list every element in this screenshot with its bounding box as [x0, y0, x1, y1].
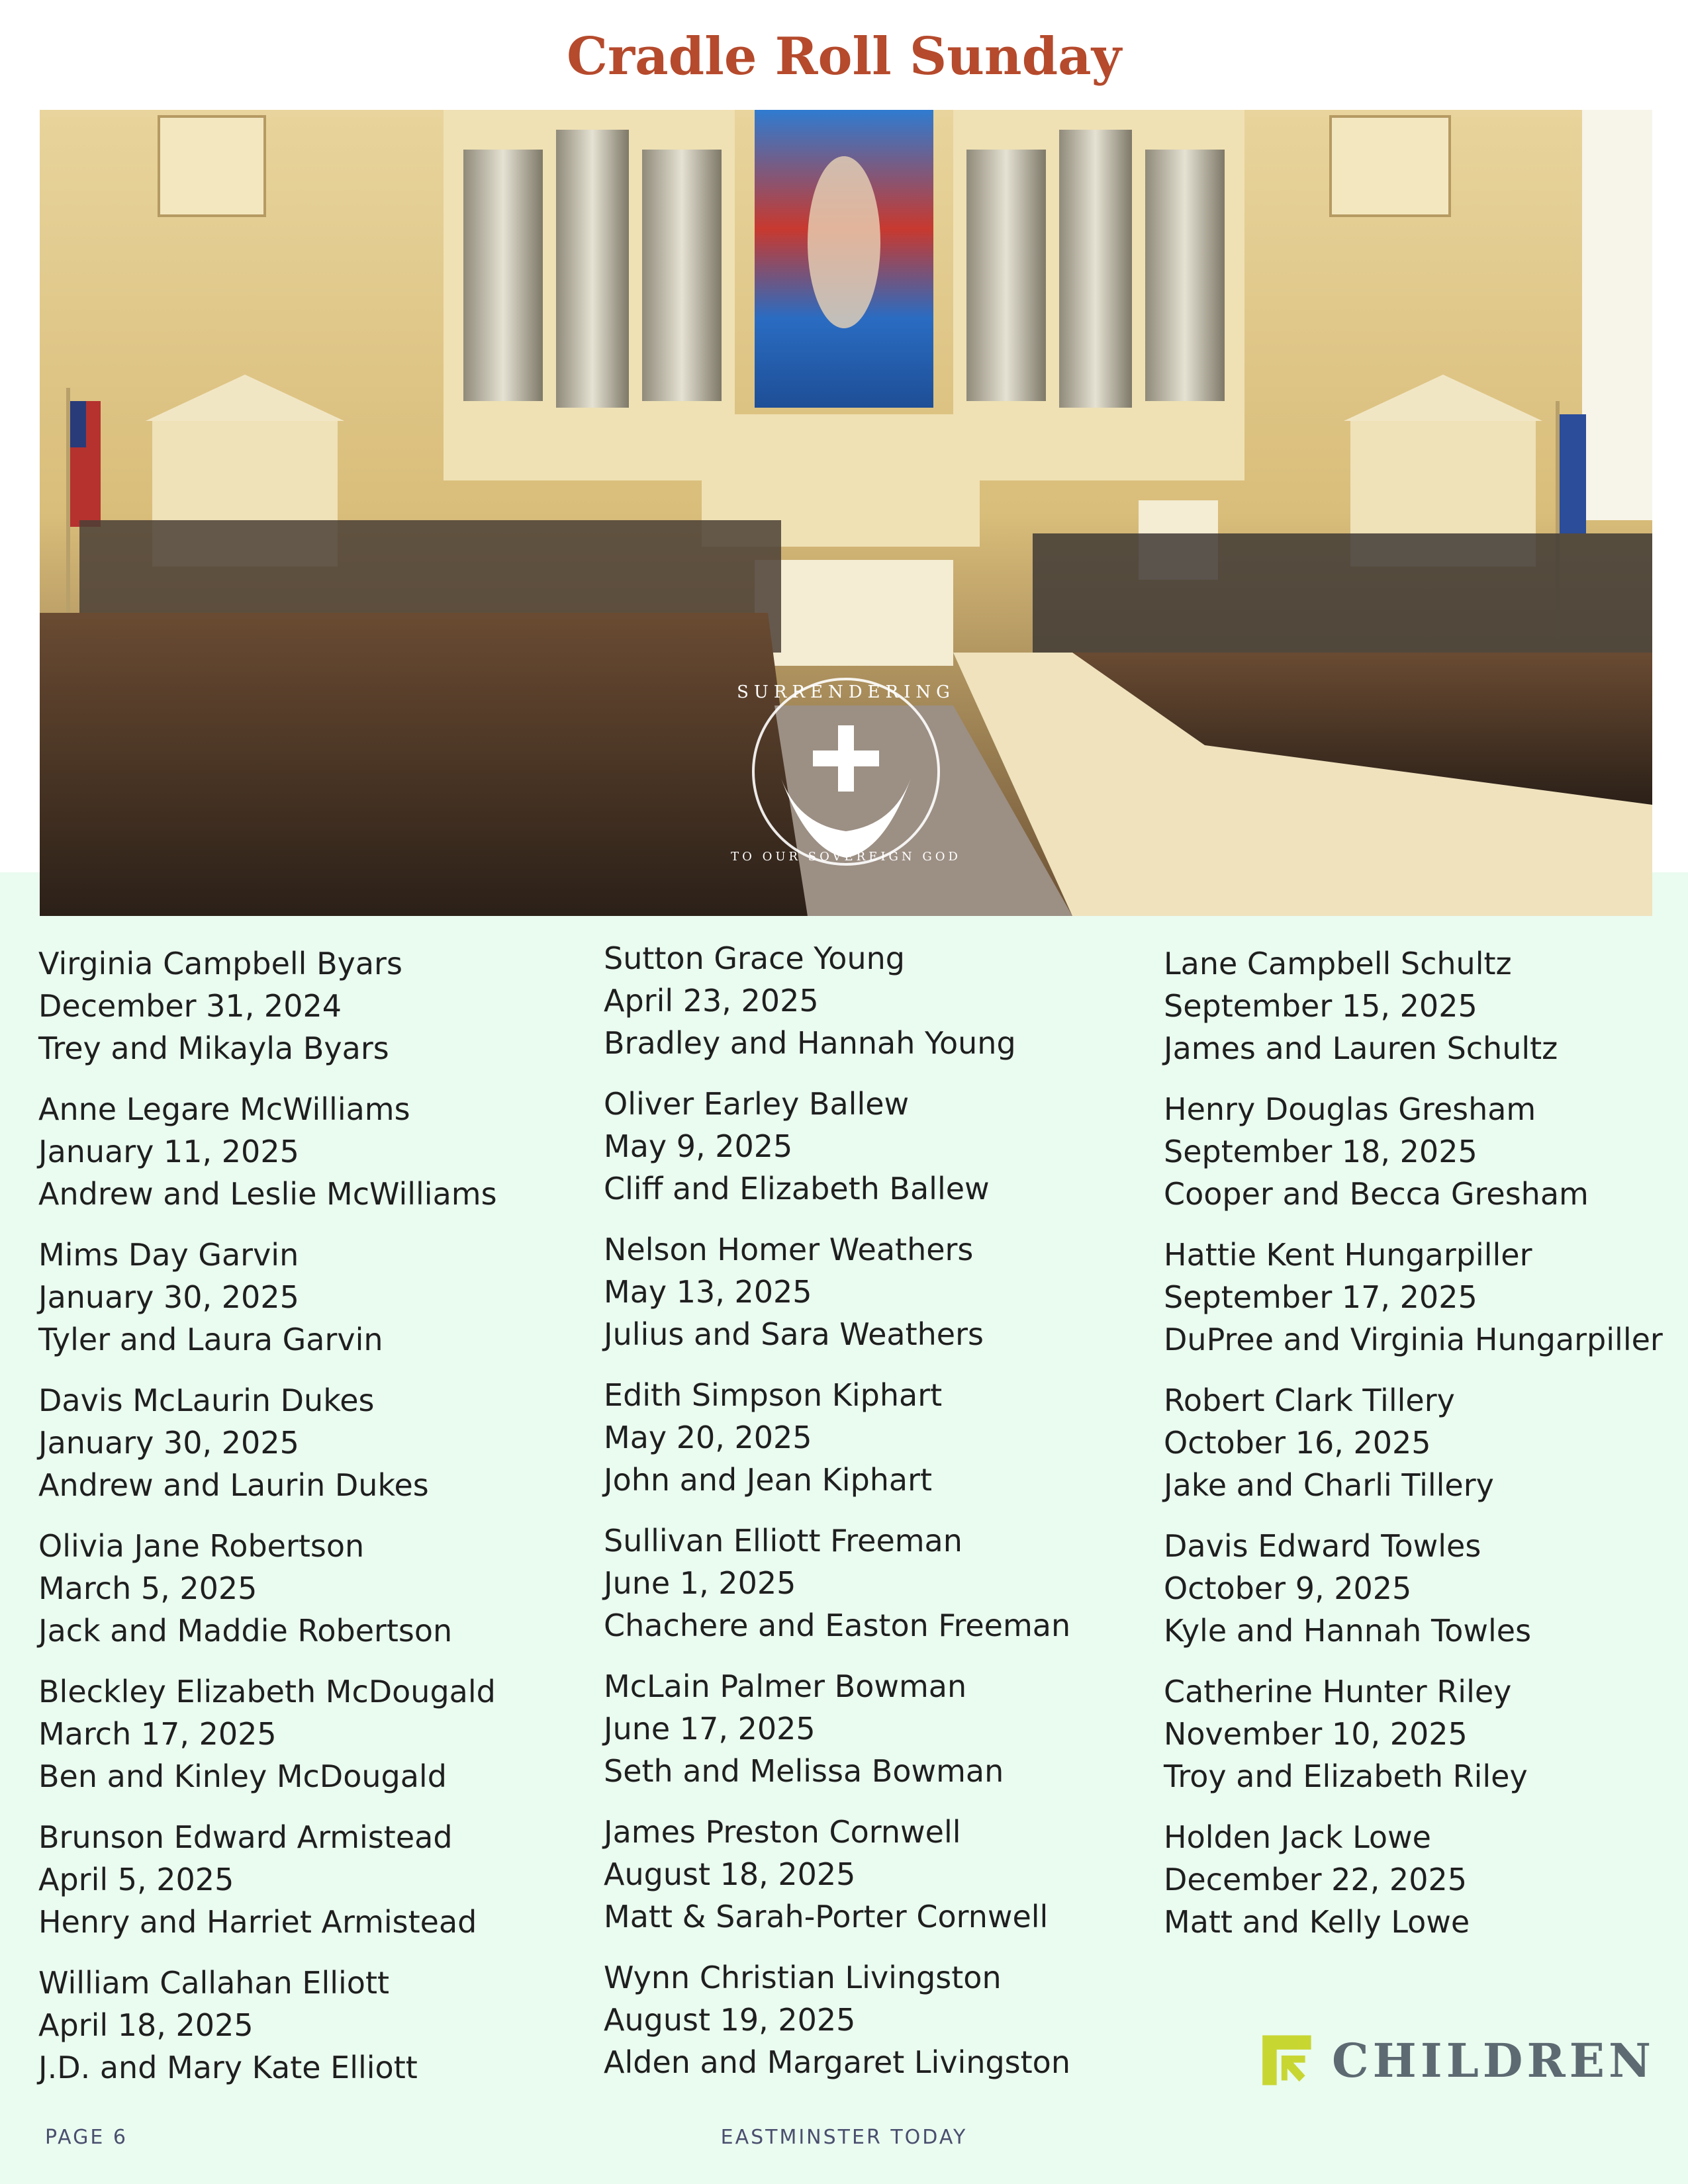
birth-date: January 30, 2025 — [38, 1279, 299, 1315]
photo-organ-pipes-left-1 — [463, 150, 543, 401]
birth-date: April 18, 2025 — [38, 2007, 254, 2043]
cradle-roll-column-2 — [604, 937, 1160, 2102]
child-name: Lane Campbell Schultz — [1164, 946, 1512, 981]
cradle-roll-entry — [38, 1962, 594, 2089]
birth-date: September 17, 2025 — [1164, 1279, 1477, 1315]
parents-names: Bradley and Hannah Young — [604, 1025, 1016, 1061]
cradle-roll-entry — [1164, 1088, 1688, 1215]
photo-organ-pipes-right-3 — [1145, 150, 1225, 401]
cradle-roll-entry — [38, 942, 594, 1069]
child-name: Wynn Christian Livingston — [604, 1960, 1002, 1995]
cradle-roll-entry — [604, 1228, 1160, 1355]
child-name: Sutton Grace Young — [604, 940, 905, 976]
child-name: McLain Palmer Bowman — [604, 1668, 967, 1704]
parents-names: Ben and Kinley McDougald — [38, 1758, 447, 1794]
child-name: James Preston Cornwell — [604, 1814, 961, 1850]
publication-name: EASTMINSTER TODAY — [720, 2126, 968, 2149]
cradle-roll-entry — [38, 1525, 594, 1652]
birth-date: April 5, 2025 — [38, 1862, 234, 1897]
photo-vent-right — [1331, 116, 1450, 216]
parents-names: Kyle and Hannah Towles — [1164, 1613, 1532, 1649]
photo-flag-left-pole — [66, 388, 70, 639]
parents-names: Chachere and Easton Freeman — [604, 1608, 1071, 1643]
photo-altar — [755, 560, 953, 666]
child-name: Mims Day Garvin — [38, 1237, 299, 1273]
cradle-roll-entry — [38, 1670, 594, 1797]
cradle-roll-entry — [38, 1234, 594, 1361]
cradle-roll-column-1 — [38, 942, 594, 2107]
birth-date: May 20, 2025 — [604, 1420, 812, 1455]
cradle-roll-entry — [1164, 1379, 1688, 1506]
page-number: PAGE 6 — [45, 2126, 128, 2149]
photo-flag-right — [1560, 414, 1586, 533]
sanctuary-photo — [40, 110, 1652, 916]
seal-bottom-text: TO OUR SOVEREIGN GOD — [731, 850, 961, 864]
birth-date: January 30, 2025 — [38, 1425, 299, 1461]
parents-names: Andrew and Leslie McWilliams — [38, 1176, 497, 1212]
parents-names: J.D. and Mary Kate Elliott — [38, 2050, 418, 2085]
parents-names: Cooper and Becca Gresham — [1164, 1176, 1589, 1212]
cradle-roll-entry — [1164, 942, 1688, 1069]
birth-date: March 5, 2025 — [38, 1570, 258, 1606]
birth-date: June 1, 2025 — [604, 1565, 796, 1601]
child-name: Virginia Campbell Byars — [38, 946, 402, 981]
photo-organ-pipes-right-2 — [1059, 130, 1132, 408]
parents-names: Troy and Elizabeth Riley — [1164, 1758, 1528, 1794]
logo-mark-arrow — [1282, 2056, 1305, 2081]
cradle-roll-entry — [604, 1811, 1160, 1938]
child-name: Bleckley Elizabeth McDougald — [38, 1674, 496, 1709]
seal-cross-h — [813, 751, 879, 766]
birth-date: January 11, 2025 — [38, 1134, 299, 1169]
parents-names: Alden and Margaret Livingston — [604, 2044, 1070, 2080]
cradle-roll-entry — [38, 1088, 594, 1215]
birth-date: March 17, 2025 — [38, 1716, 277, 1752]
child-name: Davis Edward Towles — [1164, 1528, 1481, 1564]
parents-names: Andrew and Laurin Dukes — [38, 1467, 429, 1503]
logo-text: CHILDREN — [1331, 2032, 1655, 2088]
child-name: Davis McLaurin Dukes — [38, 1383, 375, 1418]
birth-date: October 16, 2025 — [1164, 1425, 1431, 1461]
birth-date: December 22, 2025 — [1164, 1862, 1468, 1897]
cradle-roll-entry — [1164, 1234, 1688, 1361]
birth-date: May 13, 2025 — [604, 1274, 812, 1310]
birth-date: September 15, 2025 — [1164, 988, 1477, 1024]
child-name: Hattie Kent Hungarpiller — [1164, 1237, 1532, 1273]
photo-organ-pipes-left-3 — [642, 150, 722, 401]
cradle-roll-entry — [1164, 1816, 1688, 1943]
child-name: Catherine Hunter Riley — [1164, 1674, 1512, 1709]
cradle-roll-entry — [604, 1665, 1160, 1792]
parents-names: Julius and Sara Weathers — [604, 1316, 984, 1352]
parents-names: Matt & Sarah-Porter Cornwell — [604, 1899, 1049, 1934]
parents-names: Jake and Charli Tillery — [1164, 1467, 1494, 1503]
children-ministry-logo — [1258, 2024, 1655, 2097]
birth-date: May 9, 2025 — [604, 1128, 793, 1164]
birth-date: June 17, 2025 — [604, 1711, 816, 1747]
child-name: Robert Clark Tillery — [1164, 1383, 1455, 1418]
cradle-roll-entry — [38, 1816, 594, 1943]
child-name: Anne Legare McWilliams — [38, 1091, 410, 1127]
cradle-roll-entry — [604, 1374, 1160, 1501]
parents-names: DuPree and Virginia Hungarpiller — [1164, 1322, 1663, 1357]
photo-organ-pipes-right-1 — [966, 150, 1046, 401]
cradle-roll-column-3 — [1164, 942, 1688, 1962]
child-name: Brunson Edward Armistead — [38, 1819, 453, 1855]
seal-top-text: SURRENDERING — [737, 682, 955, 702]
child-name: Sullivan Elliott Freeman — [604, 1523, 962, 1559]
parents-names: Tyler and Laura Garvin — [38, 1322, 383, 1357]
cradle-roll-entry — [604, 1083, 1160, 1210]
parents-names: Henry and Harriet Armistead — [38, 1904, 477, 1940]
child-name: Holden Jack Lowe — [1164, 1819, 1431, 1855]
child-name: William Callahan Elliott — [38, 1965, 390, 2001]
photo-congregation-left — [40, 613, 808, 916]
photo-organ-pipes-left-2 — [556, 130, 629, 408]
birth-date: April 23, 2025 — [604, 983, 819, 1019]
parents-names: Jack and Maddie Robertson — [38, 1613, 453, 1649]
parents-names: Matt and Kelly Lowe — [1164, 1904, 1470, 1940]
birth-date: August 19, 2025 — [604, 2002, 856, 2038]
birth-date: September 18, 2025 — [1164, 1134, 1477, 1169]
photo-vent-left — [159, 116, 265, 216]
parents-names: Cliff and Elizabeth Ballew — [604, 1171, 990, 1206]
photo-stained-glass-figure — [808, 156, 880, 328]
child-name: Edith Simpson Kiphart — [604, 1377, 943, 1413]
cradle-roll-entry — [1164, 1670, 1688, 1797]
cradle-roll-entry — [604, 1520, 1160, 1647]
parents-names: Trey and Mikayla Byars — [38, 1030, 389, 1066]
birth-date: November 10, 2025 — [1164, 1716, 1468, 1752]
page-title: Cradle Roll Sunday — [566, 26, 1122, 87]
parents-names: James and Lauren Schultz — [1164, 1030, 1558, 1066]
children-ministry-logo-icon — [1258, 2028, 1315, 2092]
birth-date: August 18, 2025 — [604, 1856, 856, 1892]
parents-names: Seth and Melissa Bowman — [604, 1753, 1004, 1789]
cradle-roll-entry — [38, 1379, 594, 1506]
child-name: Olivia Jane Robertson — [38, 1528, 365, 1564]
birth-date: October 9, 2025 — [1164, 1570, 1412, 1606]
photo-families-right — [1033, 533, 1652, 659]
cradle-roll-entry — [1164, 1525, 1688, 1652]
birth-date: December 31, 2024 — [38, 988, 342, 1024]
parents-names: John and Jean Kiphart — [604, 1462, 933, 1498]
photo-window-right — [1582, 110, 1652, 520]
cradle-roll-entry — [604, 937, 1160, 1064]
child-name: Oliver Earley Ballew — [604, 1086, 910, 1122]
child-name: Nelson Homer Weathers — [604, 1232, 974, 1267]
photo-flag-left-canton — [70, 401, 86, 447]
child-name: Henry Douglas Gresham — [1164, 1091, 1536, 1127]
cradle-roll-entry — [604, 1956, 1160, 2083]
